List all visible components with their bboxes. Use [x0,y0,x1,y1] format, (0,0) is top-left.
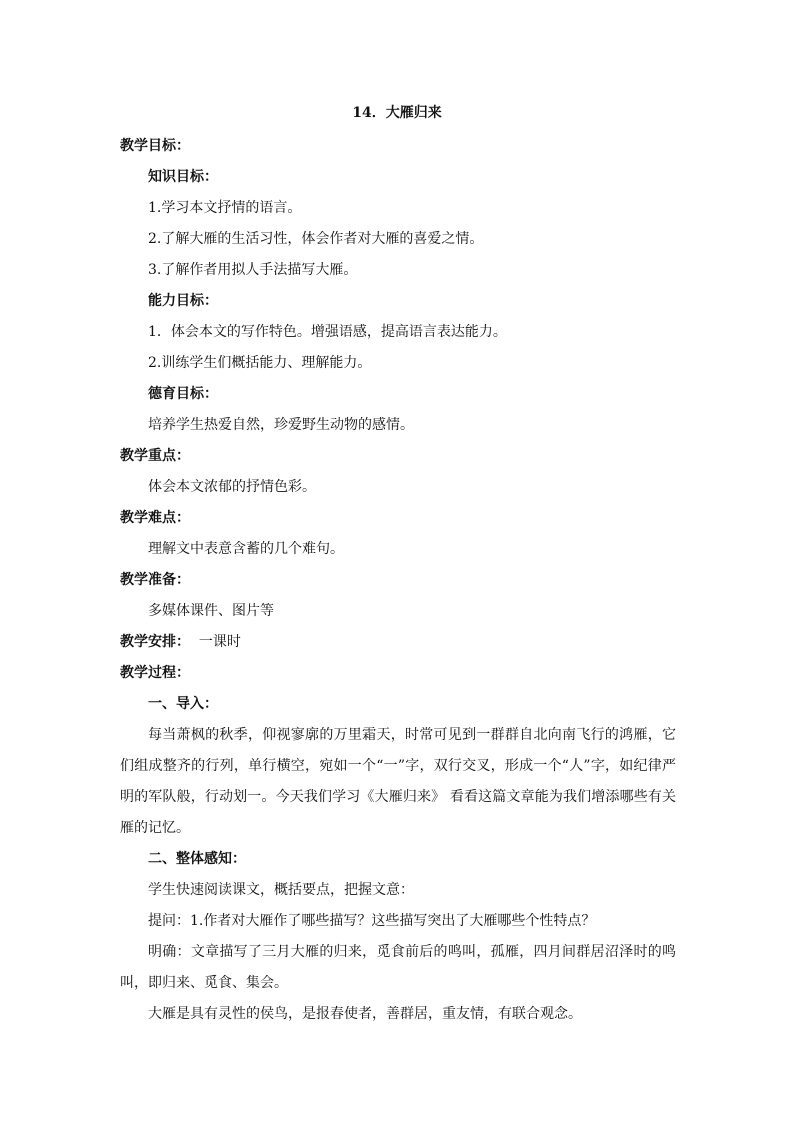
ability-item-1: 1．体会本文的写作特色。增强语感，提高语言表达能力。 [148,324,507,340]
heading-difficulties: 教学难点： [120,510,190,526]
heading-ability-goals: 能力目标： [148,293,218,309]
introduction-paragraph: 每当萧枫的秋季，仰视寥廓的万里霜天，时常可见到一群群自北向南飞行的鸿雁，它们组成整齐的行列，单行横空，宛如一个“一”字，双行交叉，形成一个“人”字，如纪律严明的军队般，行动划一。今天我们学习《大雁归来》 看看这篇文章能为我们增添哪些有关雁的记忆。 [120,727,676,836]
key-point-1: 体会本文浓郁的抒情色彩。 [148,479,316,495]
question-1: 提问：1.作者对大雁作了哪些描写？这些描写突出了大雁哪些个性特点？ [148,913,596,929]
knowledge-item-2: 2.了解大雁的生活习性，体会作者对大雁的喜爱之情。 [148,231,484,247]
heading-key-points: 教学重点： [120,448,190,464]
overall-instruction: 学生快速阅读课文，概括要点，把握文意： [148,882,414,898]
arrangement-value: 一课时 [198,634,241,650]
heading-process: 教学过程： [120,665,190,681]
document-body [120,131,676,1030]
heading-knowledge-goals: 知识目标： [148,169,218,185]
heading-arrangement: 教学安排： [120,634,190,650]
answer-2: 大雁是具有灵性的侯鸟，是报春使者，善群居，重友情，有联合观念。 [148,1006,582,1022]
preparation-1: 多媒体课件、图片等 [148,603,274,619]
heading-teaching-goals: 教学目标： [120,138,190,154]
heading-introduction: 一、导入： [148,696,218,712]
difficulty-1: 理解文中表意含蓄的几个难句。 [148,541,344,557]
arrangement-line [120,627,676,658]
heading-overall-perception: 二、整体感知： [148,851,246,867]
ability-item-2: 2.训练学生们概括能力、理解能力。 [148,355,372,371]
knowledge-item-1: 1.学习本文抒情的语言。 [148,200,302,216]
answer-1: 明确：文章描写了三月大雁的归来，觅食前后的鸣叫，孤雁，四月间群居沼泽时的鸣叫，即归来、觅食、集会。 [120,944,676,991]
document-title: 14．大雁归来 [352,105,442,121]
moral-item-1: 培养学生热爱自然，珍爱野生动物的感情。 [148,417,414,433]
heading-moral-goals: 德育目标： [148,386,218,402]
knowledge-item-3: 3.了解作者用拟人手法描写大雁。 [148,262,358,278]
heading-preparation: 教学准备： [120,572,190,588]
